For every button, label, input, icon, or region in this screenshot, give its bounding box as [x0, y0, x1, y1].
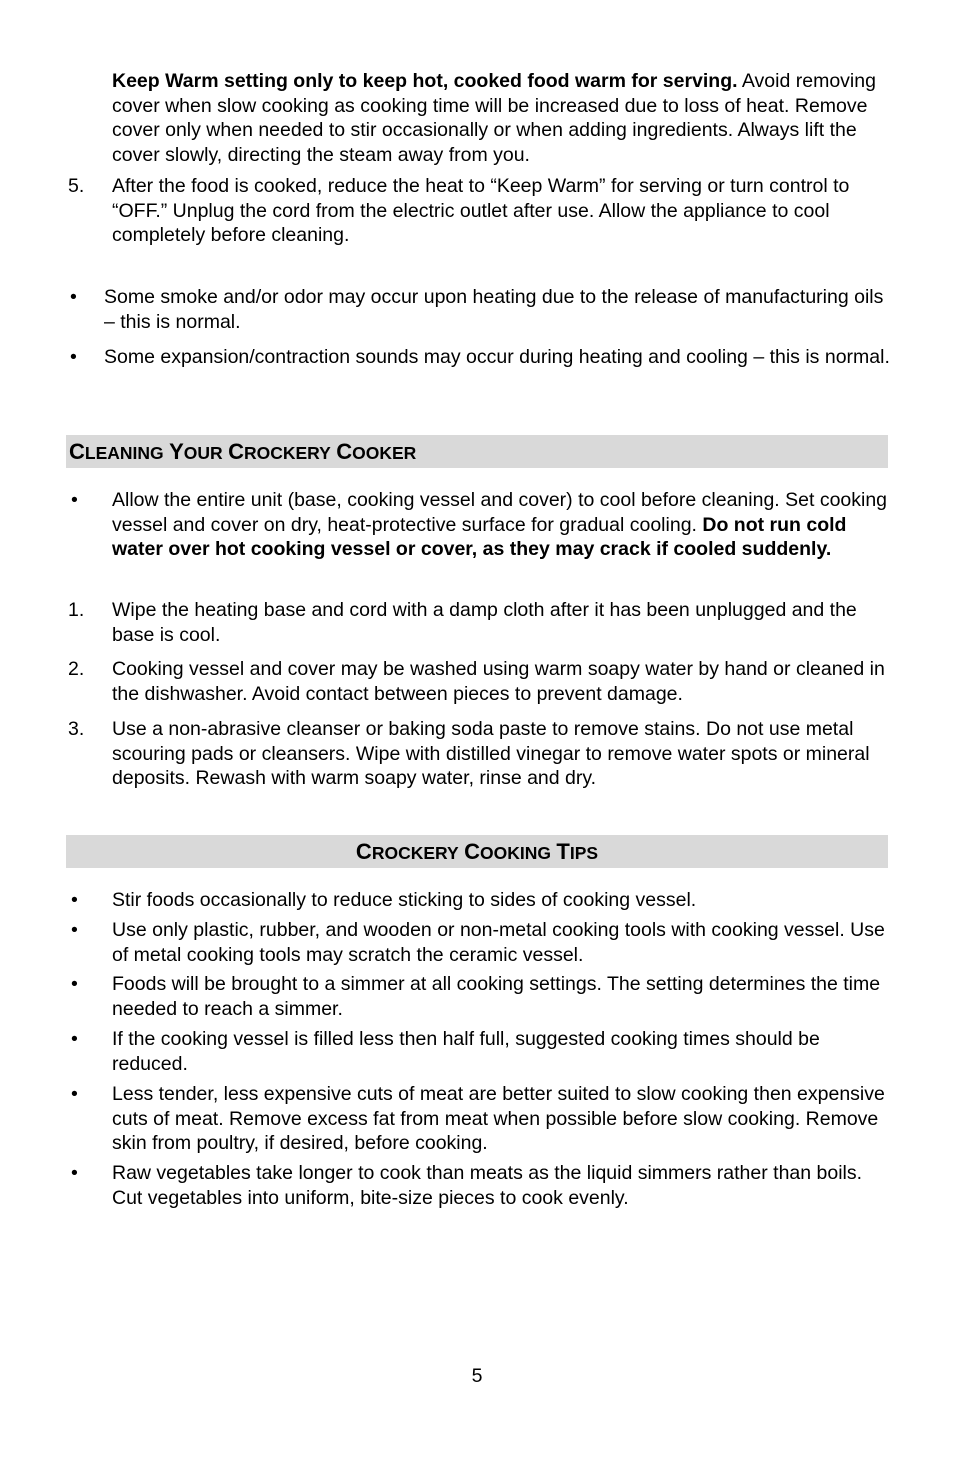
- tip-text: If the cooking vessel is filled less then half full, suggested cooking times should be reduced.: [112, 1028, 820, 1075]
- tip-text: Foods will be brought to a simmer at all cooking settings. The setting determines the time needed to reach a simmer.: [112, 973, 881, 1020]
- bullet: •: [70, 346, 77, 368]
- step-text: After the food is cooked, reduce the heat to “Keep Warm” for serving or turn control to “OFF.” Unplug the cord from the electric outlet after use. Allow the appliance to cool completely before cleaning.: [112, 175, 850, 246]
- step-number: 3.: [68, 718, 85, 740]
- cleaning-bullet-text: Allow the entire unit (base, cooking vessel and cover) to cool before cleaning. Set cooking vessel and cover on dry, heat-protective surface for gradual cooling. Do not run cold water over hot cooking vessel or cover, as they may crack if cooled suddenly.: [112, 489, 888, 560]
- bullet: •: [71, 489, 78, 511]
- note-text: Some smoke and/or odor may occur upon heating due to the release of manufacturing oils – this is normal.: [104, 286, 884, 333]
- tip-text: Stir foods occasionally to reduce sticking to sides of cooking vessel.: [112, 889, 697, 911]
- page-number: 5: [471, 1365, 483, 1387]
- step-number: 1.: [68, 599, 85, 621]
- bullet: •: [71, 1028, 78, 1050]
- tip-text: Use only plastic, rubber, and wooden or non-metal cooking tools with cooking vessel. Use of metal cooking tools may scratch the ceramic vessel.: [112, 919, 885, 966]
- step-text: Use a non-abrasive cleanser or baking soda paste to remove stains. Do not use metal scouring pads or cleansers. Wipe with distilled vinegar to remove water spots or mineral deposits. Rewash with warm soapy water, rinse and dry.: [112, 718, 870, 789]
- tips-section-heading: CROCKERY COOKING TIPS: [66, 835, 888, 868]
- keep-warm-text: Avoid removing cover when slow cooking as cooking time will be increased due to loss of heat. Remove cover only when needed to stir occasionally or when adding ingredients. Always lift the cover slowly, directing the steam away from you.: [112, 70, 876, 166]
- tip-text: Raw vegetables take longer to cook than meats as the liquid simmers rather than boils. Cut vegetables into uniform, bite-size pieces to cook evenly.: [112, 1162, 863, 1209]
- step-number: 2.: [68, 658, 85, 680]
- bullet: •: [71, 1083, 78, 1105]
- cleaning-section-heading: CLEANING YOUR CROCKERY COOKER: [66, 435, 888, 468]
- tip-text: Less tender, less expensive cuts of meat are better suited to slow cooking then expensive cuts of meat. Remove excess fat from meat when possible before slow cooking. Remove skin from poultry, if desired, before cooking.: [112, 1083, 885, 1154]
- keep-warm-bold-text: Keep Warm setting only to keep hot, cooked food warm for serving.: [112, 70, 738, 92]
- bullet: •: [71, 973, 78, 995]
- cleaning-warning: Do not run cold water over hot cooking vessel or cover, as they may crack if cooled suddenly.: [112, 513, 847, 560]
- note-text: Some expansion/contraction sounds may occur during heating and cooling – this is normal.: [104, 346, 890, 368]
- bullet: •: [71, 919, 78, 941]
- step-text: Cooking vessel and cover may be washed using warm soapy water by hand or cleaned in the dishwasher. Avoid contact between pieces to prevent damage.: [112, 658, 885, 705]
- step-number: 5.: [68, 175, 85, 197]
- step-text: Wipe the heating base and cord with a damp cloth after it has been unplugged and the base is cool.: [112, 599, 857, 646]
- bullet: •: [71, 1162, 78, 1184]
- bullet: •: [70, 286, 77, 308]
- keep-warm-paragraph: [112, 69, 892, 167]
- bullet: •: [71, 889, 78, 911]
